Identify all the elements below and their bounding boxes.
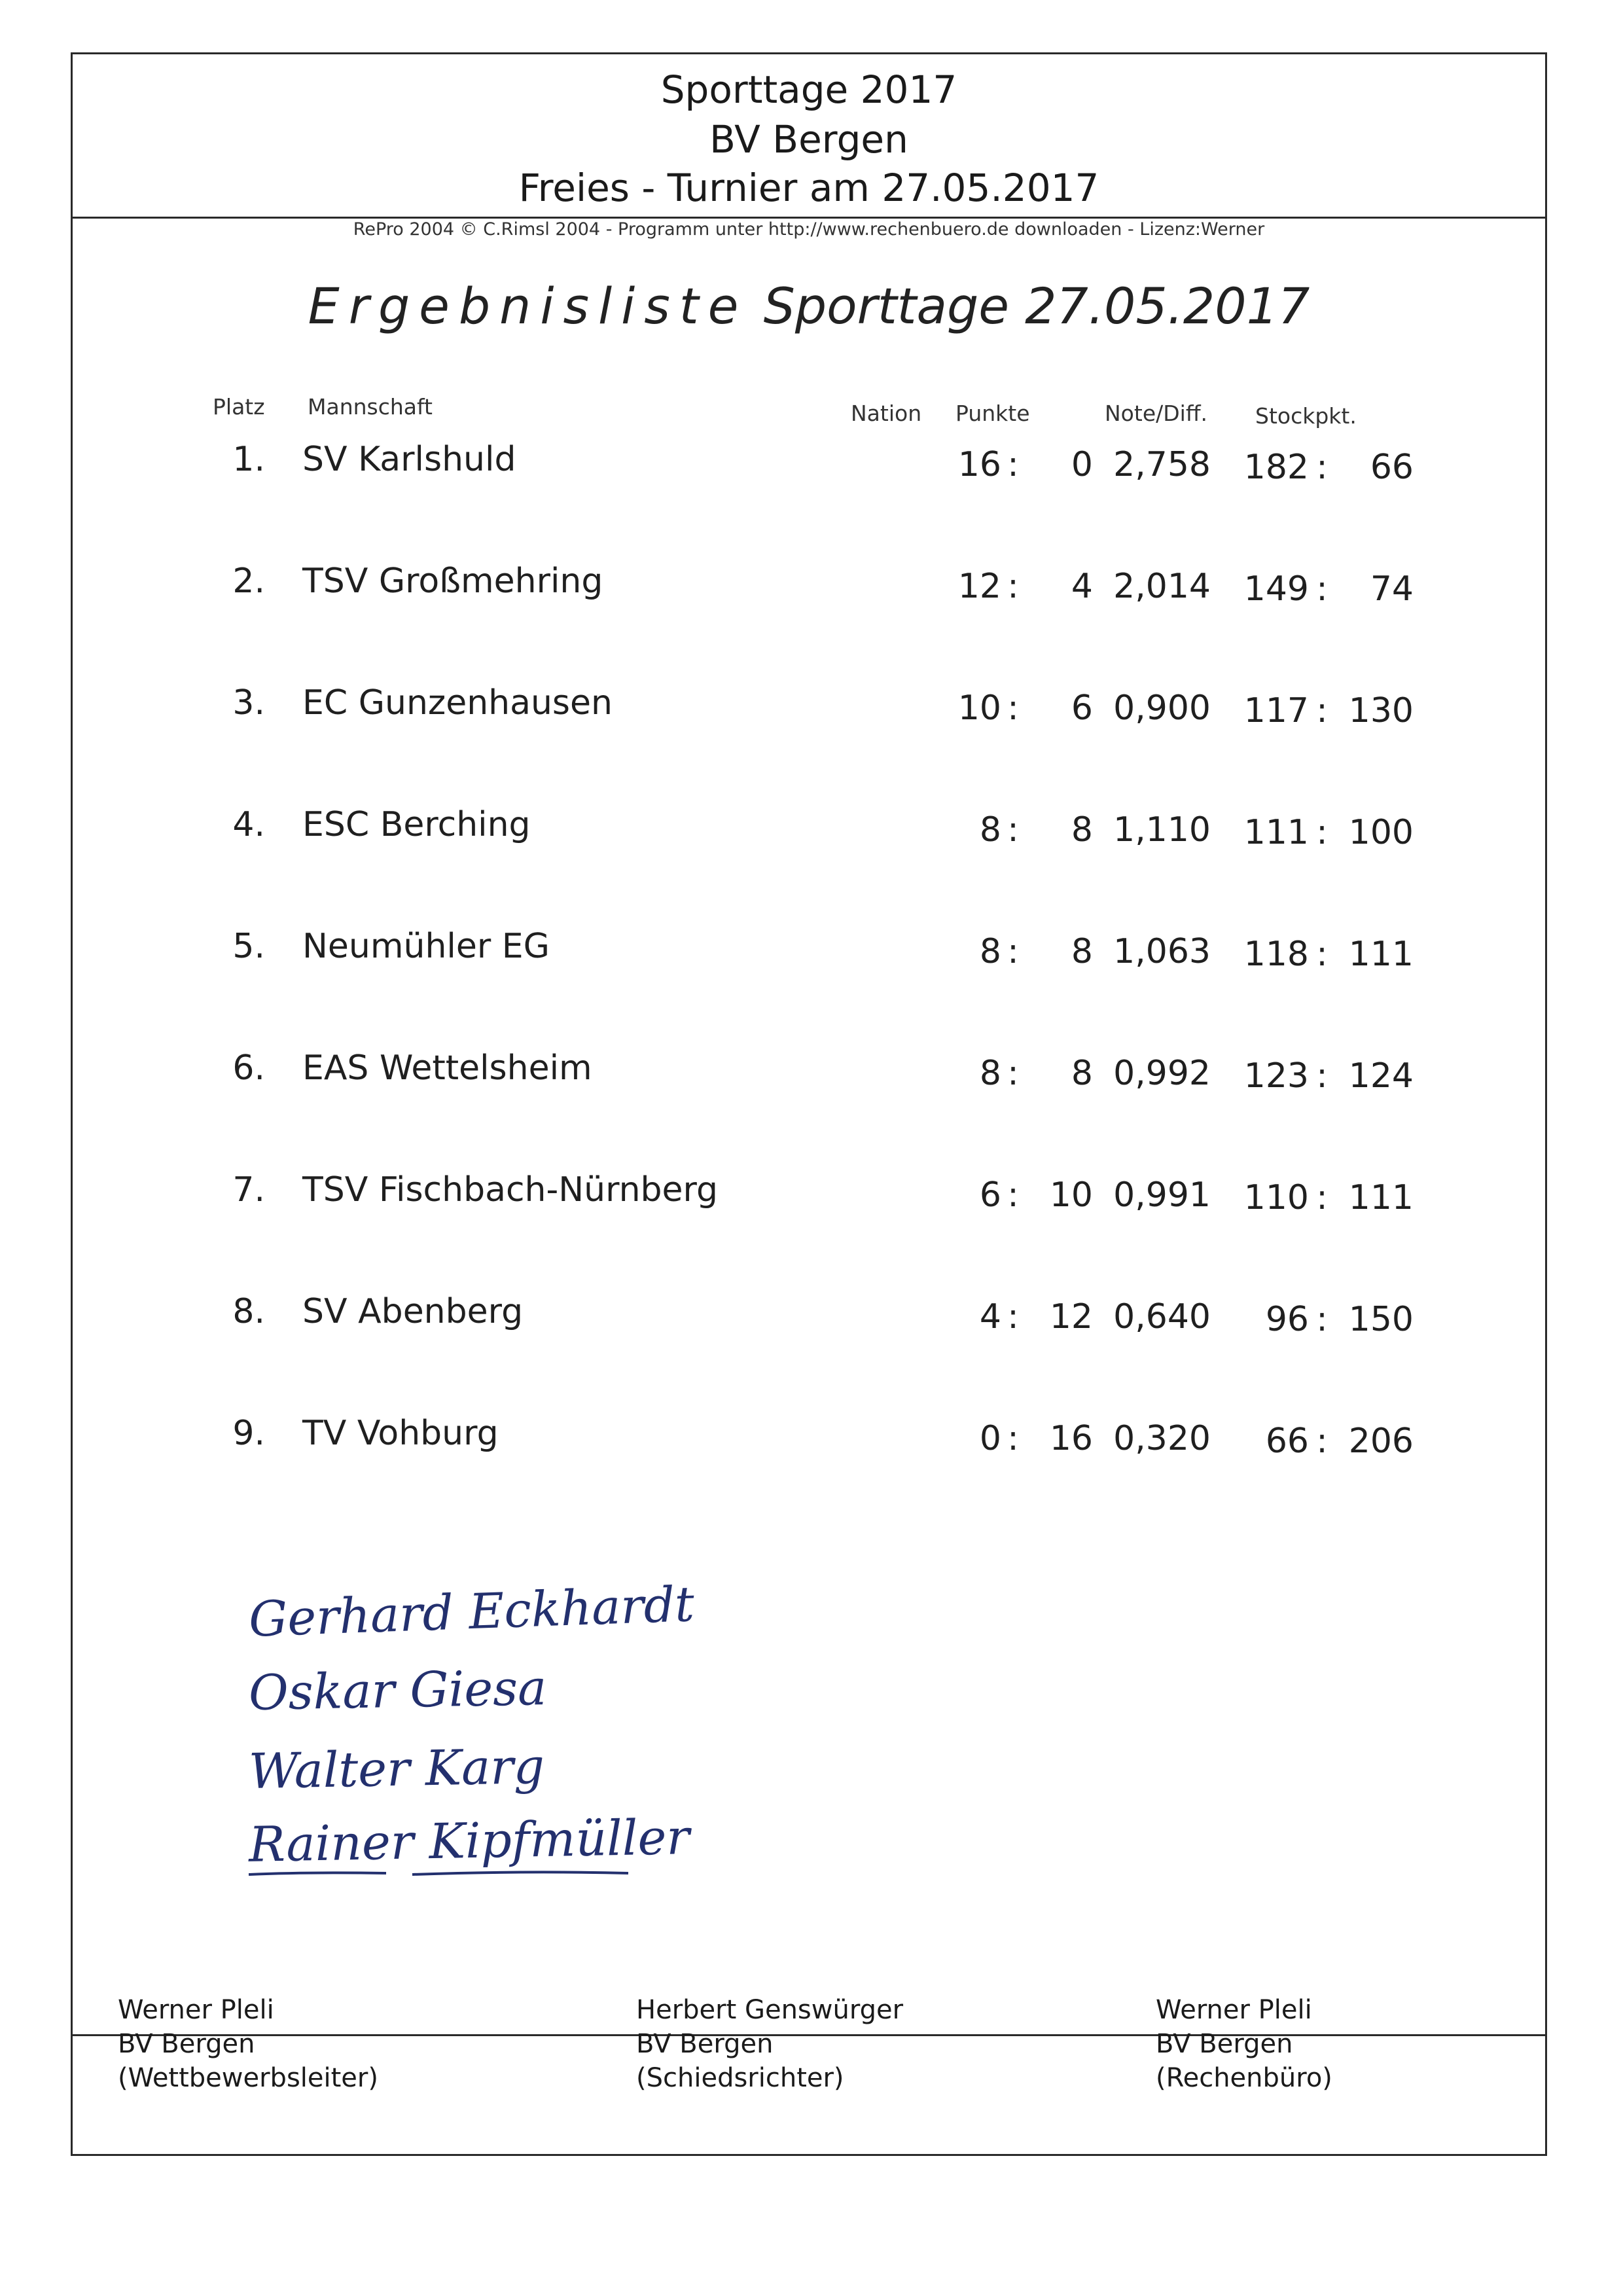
row-place: 7. — [232, 1170, 265, 1210]
row-stock-for: 123 — [1243, 1056, 1309, 1096]
row-stock-sep: : — [1316, 448, 1328, 487]
row-note: 0,640 — [1113, 1297, 1211, 1336]
footer-club: BV Bergen — [1156, 2029, 1293, 2059]
header-event: Freies - Turnier am 27.05.2017 — [518, 166, 1099, 210]
document-heading — [73, 277, 1545, 335]
row-points-sep: : — [1007, 1419, 1019, 1458]
footer-club: BV Bergen — [118, 2029, 255, 2059]
row-place: 2. — [232, 562, 265, 601]
row-place: 1. — [232, 440, 265, 479]
row-stock-sep: : — [1316, 691, 1328, 730]
header-title: Sporttage 2017 — [660, 67, 957, 112]
row-stock-for: 96 — [1265, 1300, 1309, 1339]
row-stock-sep: : — [1316, 1178, 1328, 1217]
row-points-sep: : — [1007, 810, 1019, 850]
row-points-sep: : — [1007, 445, 1019, 484]
signature-block — [249, 1571, 707, 1885]
row-team: TV Vohburg — [302, 1414, 499, 1453]
row-stock-sep: : — [1316, 1422, 1328, 1461]
row-points-for: 0 — [979, 1419, 1001, 1458]
row-place: 8. — [232, 1292, 265, 1331]
row-stock-sep: : — [1316, 935, 1328, 974]
signature-3: Walter Karg — [248, 1738, 545, 1800]
row-note: 0,320 — [1113, 1419, 1211, 1458]
row-points-sep: : — [1007, 1054, 1019, 1093]
signature-2: Oskar Giesa — [248, 1660, 547, 1721]
column-header-nation: Nation — [851, 401, 922, 426]
row-points-sep: : — [1007, 1297, 1019, 1336]
heading-word: Ergebnisliste — [308, 277, 748, 335]
row-place: 4. — [232, 805, 265, 844]
footer-club: BV Bergen — [636, 2029, 774, 2059]
row-team: ESC Berching — [302, 805, 531, 844]
row-stock-against: 66 — [1370, 448, 1414, 487]
row-team: SV Karlshuld — [302, 440, 516, 479]
row-stock-against: 111 — [1348, 935, 1414, 974]
footer-name: Werner Pleli — [1156, 1995, 1312, 2025]
column-header-place: Platz — [213, 394, 265, 420]
row-team: SV Abenberg — [302, 1292, 524, 1331]
row-points-for: 8 — [979, 932, 1001, 971]
row-points-against: 6 — [1071, 689, 1093, 728]
row-points-against: 12 — [1049, 1297, 1093, 1336]
row-points-against: 16 — [1049, 1419, 1093, 1458]
row-stock-against: 100 — [1348, 813, 1414, 852]
row-stock-sep: : — [1316, 813, 1328, 852]
row-stock-against: 111 — [1348, 1178, 1414, 1217]
row-note: 2,014 — [1113, 567, 1211, 606]
column-header-points: Punkte — [955, 401, 1030, 426]
row-team: TSV Großmehring — [302, 562, 603, 601]
row-points-for: 16 — [957, 445, 1001, 484]
row-points-against: 8 — [1071, 1054, 1093, 1093]
column-header-note: Note/Diff. — [1105, 401, 1208, 426]
row-note: 0,991 — [1113, 1175, 1211, 1215]
row-points-against: 0 — [1071, 445, 1093, 484]
row-note: 2,758 — [1113, 445, 1211, 484]
row-stock-against: 74 — [1370, 569, 1414, 609]
row-points-against: 8 — [1071, 932, 1093, 971]
signature-4: Rainer Kipfmüller — [248, 1809, 690, 1873]
footer-role: (Wettbewerbsleiter) — [118, 2063, 378, 2093]
row-place: 3. — [232, 683, 265, 723]
footer-computing-office — [1156, 1993, 1332, 2095]
row-team: EAS Wettelsheim — [302, 1049, 592, 1088]
footer-referee — [636, 1993, 903, 2095]
row-note: 0,900 — [1113, 689, 1211, 728]
row-stock-for: 111 — [1243, 813, 1309, 852]
row-points-against: 10 — [1049, 1175, 1093, 1215]
row-stock-against: 124 — [1348, 1056, 1414, 1096]
row-points-for: 4 — [979, 1297, 1001, 1336]
row-stock-against: 206 — [1348, 1422, 1414, 1461]
footer-role: (Schiedsrichter) — [636, 2063, 844, 2093]
row-points-sep: : — [1007, 932, 1019, 971]
row-stock-sep: : — [1316, 569, 1328, 609]
row-stock-for: 117 — [1243, 691, 1309, 730]
row-place: 5. — [232, 927, 265, 966]
footer-role: (Rechenbüro) — [1156, 2063, 1332, 2093]
row-stock-against: 130 — [1348, 691, 1414, 730]
header-divider — [73, 217, 1545, 219]
program-note: RePro 2004 © C.Rimsl 2004 - Programm unter http://www.rechenbuero.de downloaden - Lizenz:Werner — [353, 219, 1265, 240]
row-team: TSV Fischbach-Nürnberg — [302, 1170, 719, 1210]
row-note: 1,063 — [1113, 932, 1211, 971]
footer-competition-leader — [118, 1993, 378, 2095]
row-points-for: 12 — [957, 567, 1001, 606]
signature-1: Gerhard Eckhardt — [247, 1576, 696, 1648]
row-points-for: 8 — [979, 810, 1001, 850]
row-points-for: 8 — [979, 1054, 1001, 1093]
footer-name: Herbert Genswürger — [636, 1995, 904, 2025]
row-stock-for: 149 — [1243, 569, 1309, 609]
row-stock-for: 110 — [1243, 1178, 1309, 1217]
footer-name: Werner Pleli — [118, 1995, 274, 2025]
row-place: 6. — [232, 1049, 265, 1088]
header-club: BV Bergen — [709, 117, 908, 162]
row-points-against: 4 — [1071, 567, 1093, 606]
row-points-for: 6 — [979, 1175, 1001, 1215]
signature-underline — [249, 1571, 707, 1885]
row-points-for: 10 — [957, 689, 1001, 728]
row-note: 0,992 — [1113, 1054, 1211, 1093]
heading-rest: Sporttage 27.05.2017 — [763, 277, 1310, 335]
row-stock-for: 182 — [1243, 448, 1309, 487]
row-stock-sep: : — [1316, 1056, 1328, 1096]
column-header-stock: Stockpkt. — [1255, 403, 1357, 429]
row-place: 9. — [232, 1414, 265, 1453]
row-team: Neumühler EG — [302, 927, 550, 966]
column-header-team: Mannschaft — [308, 394, 433, 420]
row-note: 1,110 — [1113, 810, 1211, 850]
row-stock-for: 118 — [1243, 935, 1309, 974]
row-points-sep: : — [1007, 689, 1019, 728]
row-points-sep: : — [1007, 567, 1019, 606]
row-stock-for: 66 — [1265, 1422, 1309, 1461]
row-team: EC Gunzenhausen — [302, 683, 613, 723]
row-stock-against: 150 — [1348, 1300, 1414, 1339]
row-points-sep: : — [1007, 1175, 1019, 1215]
row-points-against: 8 — [1071, 810, 1093, 850]
row-stock-sep: : — [1316, 1300, 1328, 1339]
